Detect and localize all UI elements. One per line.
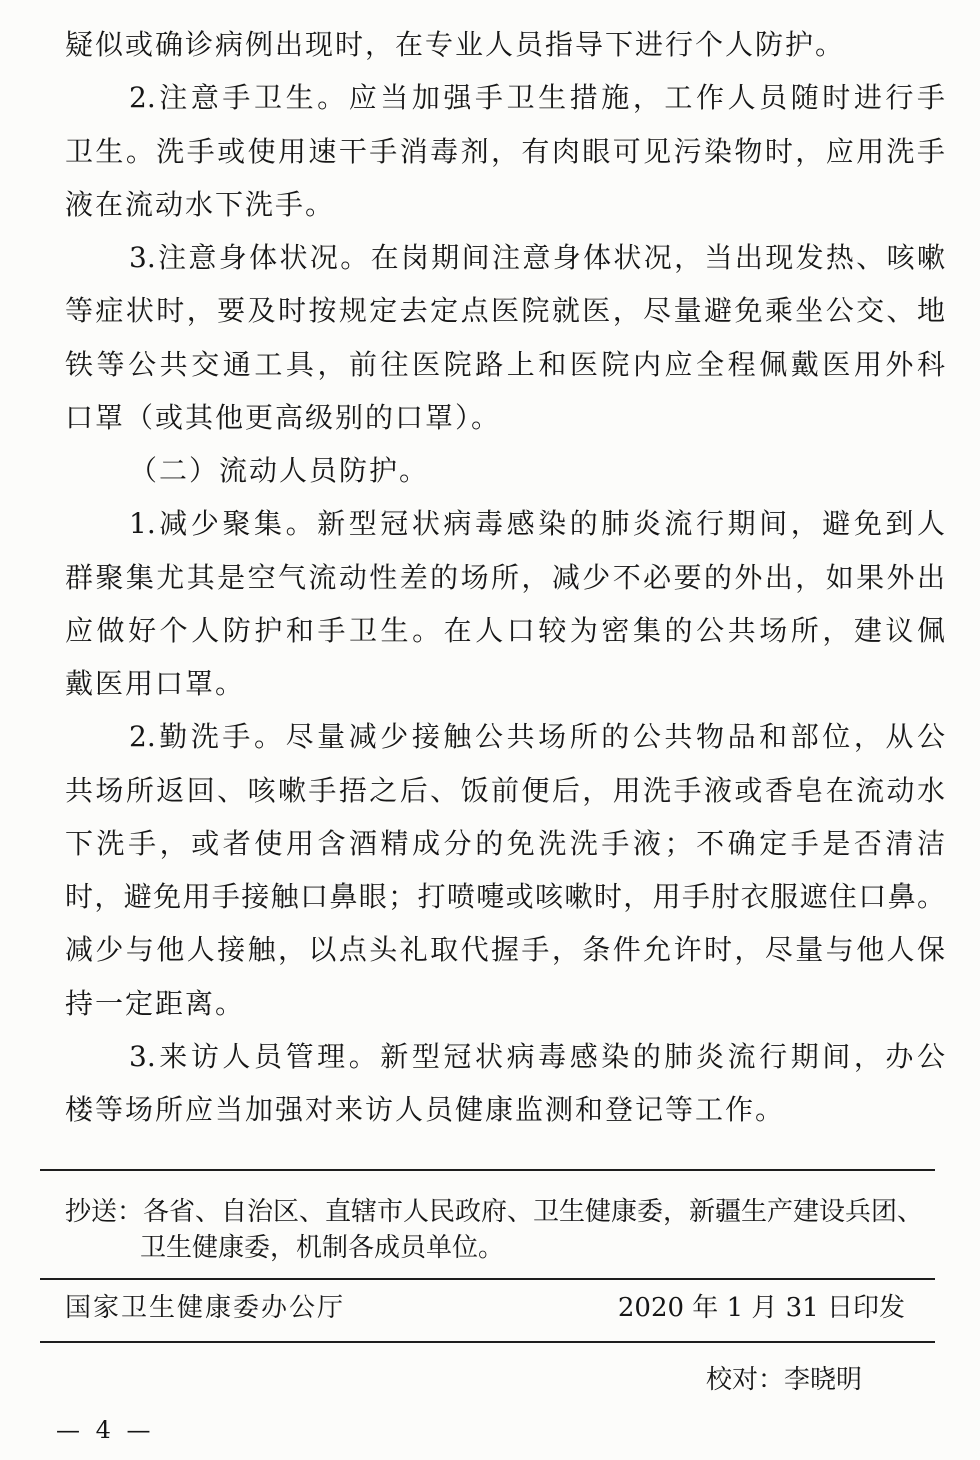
body-line: 等症状时，要及时按规定去定点医院就医，尽量避免乘坐公交、地 xyxy=(65,294,945,328)
body-line: 下洗手，或者使用含酒精成分的免洗洗手液；不确定手是否清洁 xyxy=(65,826,945,860)
body-line: 2.勤洗手。尽量减少接触公共场所的公共物品和部位，从公 xyxy=(129,720,945,754)
body-line: 1.减少聚集。新型冠状病毒感染的肺炎流行期间，避免到人 xyxy=(129,507,945,541)
body-line: （二）流动人员防护。 xyxy=(129,454,430,487)
paragraph xyxy=(65,497,945,710)
issuer: 国家卫生健康委办公厅 xyxy=(65,1293,346,1323)
document-body xyxy=(65,18,945,1136)
body-line: 2.注意手卫生。应当加强手卫生措施，工作人员随时进行手 xyxy=(129,81,945,115)
body-line: 减少与他人接触，以点头礼取代握手，条件允许时，尽量与他人保 xyxy=(65,933,945,967)
paragraph xyxy=(65,18,945,71)
cc-line: 抄送：各省、自治区、直辖市人民政府、卫生健康委，新疆生产建设兵团、 xyxy=(65,1197,924,1227)
body-line: 楼等场所应当加强对来访人员健康监测和登记等工作。 xyxy=(65,1093,786,1126)
footer-top-rule xyxy=(40,1169,935,1171)
page-number: — 4 — xyxy=(56,1416,155,1444)
body-line: 3.来访人员管理。新型冠状病毒感染的肺炎流行期间，办公 xyxy=(129,1039,945,1073)
proofreader: 校对：李晓明 xyxy=(705,1365,862,1395)
paragraph xyxy=(65,1030,945,1137)
footer-bottom-rule xyxy=(40,1341,935,1343)
body-line: 铁等公共交通工具，前往医院路上和医院内应全程佩戴医用外科 xyxy=(65,347,945,381)
body-line: 卫生。洗手或使用速干手消毒剂，有肉眼可见污染物时，应用洗手 xyxy=(65,134,945,168)
body-line: 时，避免用手接触口鼻眼；打喷嚏或咳嗽时，用手肘衣服遮住口鼻。 xyxy=(65,880,945,913)
paragraph xyxy=(65,710,945,1030)
footer-middle-rule xyxy=(40,1278,935,1280)
cc-line: 卫生健康委，机制各成员单位。 xyxy=(140,1233,505,1263)
paragraph xyxy=(65,71,945,231)
body-line: 液在流动水下洗手。 xyxy=(65,187,336,221)
issue-date: 2020 年 1 月 31 日印发 xyxy=(617,1293,905,1323)
body-line: 持一定距离。 xyxy=(65,986,246,1020)
section-heading xyxy=(65,444,945,497)
body-line: 疑似或确诊病例出现时，在专业人员指导下进行个人防护。 xyxy=(65,28,846,61)
body-line: 应做好个人防护和手卫生。在人口较为密集的公共场所，建议佩 xyxy=(65,613,945,647)
body-line: 3.注意身体状况。在岗期间注意身体状况，当出现发热、咳嗽 xyxy=(129,241,945,274)
body-line: 口罩（或其他更高级别的口罩）。 xyxy=(65,400,502,434)
body-line: 戴医用口罩。 xyxy=(65,667,246,700)
paragraph xyxy=(65,231,945,444)
body-line: 共场所返回、咳嗽手捂之后、饭前便后，用洗手液或香皂在流动水 xyxy=(65,773,945,807)
body-line: 群聚集尤其是空气流动性差的场所，减少不必要的外出，如果外出 xyxy=(65,560,945,594)
